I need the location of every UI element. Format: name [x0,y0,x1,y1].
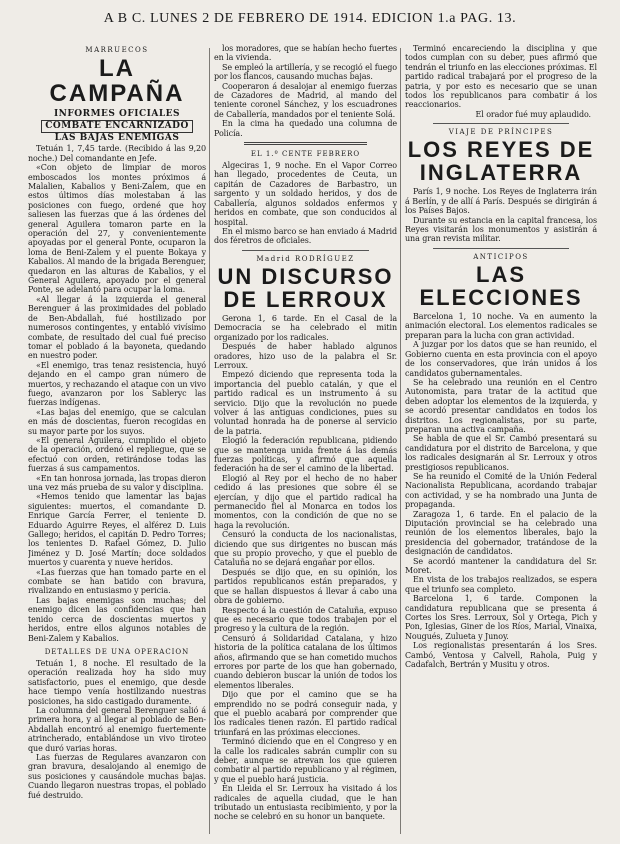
headline-la-campana: LA CAMPAÑA [49,55,185,108]
article-paragraph: Zaragoza 1, 6 tarde. En el palacio de la Diputación provincial se ha celebrado una reunión de los elementos liberales, bajo la presidencia del gobernador, tratándose de la designación de candidatos. [405,509,597,557]
article-paragraph: «Las fuerzas que han tomado parte en el combate se han batido con bravura, rivalizando en entusiasmo y pericia. [28,567,206,596]
article-paragraph: Durante su estancia en la capital francesa, los Reyes visitarán los monumentos y asistirán á una gran revista militar. [405,215,597,244]
article-paragraph: Se empleó la artillería, y se recogió el fuego por los flancos, causando muchas bajas. [214,62,397,82]
article-paragraph: Respecto á la cuestión de Cataluña, expuso que es necesario que todos trabajen por el progreso y la cultura de la región. [214,605,397,634]
divider-rule [242,250,369,251]
article-paragraph: Se ha reunido el Comité de la Unión Federal Nacionalista Republicana, acordando trabajar con actividad, y se ha nombrado una Junta de propaganda. [405,471,597,510]
article-paragraph: Los regionalistas presentarán á los Sres. Cambó, Ventosa y Calvell, Rahola, Puig y Cadafalch, Bertrán y Musitu y otros. [405,641,597,670]
article-paragraph: Las fuerzas de Regulares avanzaron con gran bravura, desalojando al enemigo de sus posiciones y causándole muchas bajas. Cuando llegaron nuestras tropas, el poblado fué destruido. [28,752,206,800]
article-paragraph: Algeciras 1, 9 noche. En el Vapor Correo han llegado, procedentes de Ceuta, un capitán de Cazadores de Barbastro, un sargento y un soldado heridos, y dos de Caballería, algunos soldados enfermos y heridos en combate, que son conducidos al hospital. [214,161,397,227]
article-paragraph: Se habla de que el Sr. Cambó presentará su candidatura por el distrito de Barcelona, y que los radicales designarán al Sr. Lerroux y otros prestigiosos republicanos. [405,434,597,472]
article-paragraph: Después se dijo que, en su opinión, los partidos republicanos están preparados, y que se hallan dispuestos á llevar á cabo una obra de gobierno. [214,567,397,606]
article-paragraph: «En tan honrosa jornada, las tropas dieron una vez más prueba de su valor y disciplina. [28,473,206,492]
article-paragraph: Barcelona 1, 10 noche. Va en aumento la animación electoral. Los elementos radicales se preparan para la lucha con gran actividad. [405,312,597,340]
subheading: INFORMES OFICIALES [53,109,181,120]
article-paragraph: Tetuán 1, 8 noche. El resultado de la operación realizada hoy ha sido muy satisfactorio, pues el enemigo, que desde hace tiempo venía hostilizando nuestras posiciones, ha sido castigado duramente. [28,658,206,706]
column-divider [209,48,210,834]
article-paragraph: Después de haber hablado algunos oradores, hizo uso de la palabra el Sr. Lerroux. [214,342,397,370]
article-paragraph: «Las bajas del enemigo, que se calculan en más de doscientas, fueron recogidas en su mayor parte por los suyos. [28,407,206,436]
header-title: A B C. LUNES 2 DE FEBRERO DE 1914. EDICION 1.a PAG. 13. [103,11,517,26]
column-3 [405,44,597,838]
section-kicker: MARRUECOS [85,46,149,54]
article-paragraph: Elogió al Rey por el hecho de no haber cedido á las presiones que sobre él se ejercían, y dijo que el partido radical ha permanecido fiel al Monarca en todos los momentos, con la condición de que no se haga la revolución. [214,473,397,530]
article-paragraph: París 1, 9 noche. Los Reyes de Inglaterra irán á Berlín, y de allí á París. Después se dirigirán á los Países Bajos. [405,187,597,216]
article-paragraph: Gerona 1, 6 tarde. En el Casal de la Democracia se ha celebrado el mitin organizado por los radicales. [214,313,397,342]
section-kicker: ANTICIPOS [473,252,529,261]
subheading-boxed: COMBATE ENCARNIZADO [41,120,193,133]
divider-rule [244,142,367,145]
article-paragraph: En el mismo barco se han enviado á Madrid dos féretros de oficiales. [214,226,397,246]
divider-rule [433,248,569,249]
article-paragraph: Terminó diciendo que en el Congreso y en la calle los radicales sabrán cumplir con su deber, aunque se atrevan los que quieren combatir al partido republicano y al régimen, y que el pueblo hará justicia. [214,737,397,784]
article-paragraph: «El enemigo, tras tenaz resistencia, huyó dejando en el campo gran número de muertos, y rechazando el ataque con un vivo fuego, avanzaron por los Sableryc las fuerzas indígenas. [28,360,206,408]
article-paragraph: En Lleida el Sr. Lerroux ha visitado á los radicales de aquella ciudad, que le han tributado un entusiasta recibimiento, y por la noche se celebró en su honor un banquete. [214,784,397,822]
section-kicker: VIAJE DE PRÍNCIPES [448,128,554,137]
article-paragraph: Tetuán 1, 7,45 tarde. (Recibido á las 9,20 noche.) Del comandante en Jefe. [28,144,206,163]
article-paragraph: En la cima ha quedado una columna de Policía. [214,119,397,138]
article-paragraph: Terminó encareciendo la disciplina y que todos cumplan con su deber, pues afirmó que tendrán el triunfo en las elecciones próximas. El partido radical trabajará por el progreso de la patria, y por esto es necesario que se unan todos los republicanos para combatir á los reaccionarios. [405,44,597,110]
article-paragraph: Las bajas enemigas son muchas; del enemigo dicen las confidencias que han tenido cerca de doscientas muertos y heridos, entre ellos algunos notables de Beni-Zalem y Kabalios. [28,595,206,643]
section-heading: EL 1.º CENTE FEBRERO [250,150,361,159]
headline-elecciones: LAS ELECCIONES [419,261,583,310]
article-paragraph: Censuró la conducta de los nacionalistas, diciendo que sus dirigentes no buscan más que su propio provecho, y que el pueblo de Cataluña no se dejará engañar por ellos. [214,530,397,568]
article-paragraph: «El general Aguilera, cumplido el objeto de la operación, ordenó el repliegue, que se efectuó con orden, retirándose todas las fuerzas á sus campamentos. [28,435,206,474]
byline: Madrid RODRÍGUEZ [256,254,355,263]
headline-discurso: UN DISCURSO DE LERROUX [217,263,394,312]
article-paragraph: En vista de los trabajos realizados, se espera que el triunfo sea completo. [405,575,597,594]
article-paragraph: Censuró á Solidaridad Catalana, y hizo historia de la política catalana de los últimos años, afirmando que se han cometido muchos errores por parte de los que han gobernado, cuando debieron buscar la unión de todos los elementos liberales. [214,633,397,690]
article-paragraph: La columna del general Berenguer salió á primera hora, y al llegar al poblado de Ben-Abdallah encontró al enemigo fuertemente atrincherado, entablándose un vivo tiroteo que duró varias horas. [28,705,206,753]
article-paragraph: Cooperaron á desalojar al enemigo fuerzas de Cazadores de Madrid, al mando del teniente coronel Sánchez, y los escuadrones de Caballería, mandados por el teniente Solá. [214,81,397,119]
article-paragraph: El orador fué muy aplaudido. [475,109,591,119]
column-divider [400,48,401,834]
article-paragraph: «Hemos tenido que lamentar las bajas siguientes: muertos, el comandante D. Enrique García Ferrer, el teniente D. Eduardo Aguirre Reyes, el alférez D. Luis Gallego; heridos, el capitán D. Pedro Torres; los tenientes D. Rafael Gómez, D. Julio Jiménez y D. José Martín; doce soldados muertos y cuarenta y nueve heridos. [28,492,206,568]
divider-rule [433,123,569,124]
page-header [0,0,620,38]
section-heading: DETALLES DE UNA OPERACION [44,647,190,656]
column-1 [28,44,206,838]
article-paragraph: Empezó diciendo que representa toda la importancia del pueblo catalán, y que el partido radical es un instrumento á su servicio. Dijo que la revolución no puede volver á las antiguas condiciones, pues su voluntad honrada ha de ponerse al servicio de la patria. [214,370,397,436]
article-paragraph: los moradores, que se habían hecho fuertes en la vivienda. [214,44,397,63]
article-paragraph: Se acordó mantener la candidatura del Sr. Moret. [405,556,597,576]
article-paragraph: Elogió la federación republicana, pidiendo que se mantenga unida frente á las demás fuerzas políticas, y afirmó que aquella federación ha de ser el camino de la libertad. [214,436,397,474]
subheading: LAS BAJAS ENEMIGAS [54,133,180,144]
article-paragraph: Barcelona 1, 6 tarde. Componen la candidatura republicana que se presenta á Cortes los Sres. Lerroux, Sol y Ortega, Pich y Pon, Iglesias, Giner de los Ríos, Marial, Vinaixa, Nougués, Zulueta y Junoy. [405,594,597,641]
article-paragraph: Se ha celebrado una reunión en el Centro Autonomista, para tratar de la actitud que deben adoptar los elementos de la izquierda, y se acordó presentar candidatos en todos los distritos. Los regionalistas, por su parte, preparan una activa campaña. [405,377,597,434]
article-paragraph: «Al llegar á la izquierda el general Berenguer á las proximidades del poblado de Ben-Abdallah, fué hostilizado por numerosos contingentes, y entabló vivísimo combate, de resultado del cual fué preciso tomar el poblado á la bayoneta, quedando en nuestro poder. [28,294,206,361]
headline-reyes: LOS REYES DE INGLATERRA [407,137,595,186]
column-2 [214,44,397,838]
article-paragraph: «Con objeto de limpiar de moros emboscados los montes próximos á Malalien, Kabalios y Beni-Zalem, que en estos últimos días molestaban á las posiciones con fuego, ordené que hoy saliesen las fuerzas que á las órdenes del general Aguilera tomaron parte en la operación del 27, y convenientemente apoyadas por el general Ponte, ocuparon la loma de Beni-Zalem y el puente Bokaya y Kabalios. Al mando de la brigada Berenguer, quedaron en las alturas de Kabalios, y el General Aguilera, apoyado por el general Ponte, se adelantó para ocupar la loma. [28,163,206,295]
article-paragraph: A juzgar por los datos que se han reunido, el Gobierno cuenta en esta provincia con el apoyo de los conservadores, que irán unidos á los candidatos gubernamentales. [405,340,597,378]
article-paragraph: Dijo que por el camino que se ha emprendido no se podrá conseguir nada, y que el pueblo acabará por comprender que los radicales tienen razón. El partido radical triunfará en las próximas elecciones. [214,690,397,737]
